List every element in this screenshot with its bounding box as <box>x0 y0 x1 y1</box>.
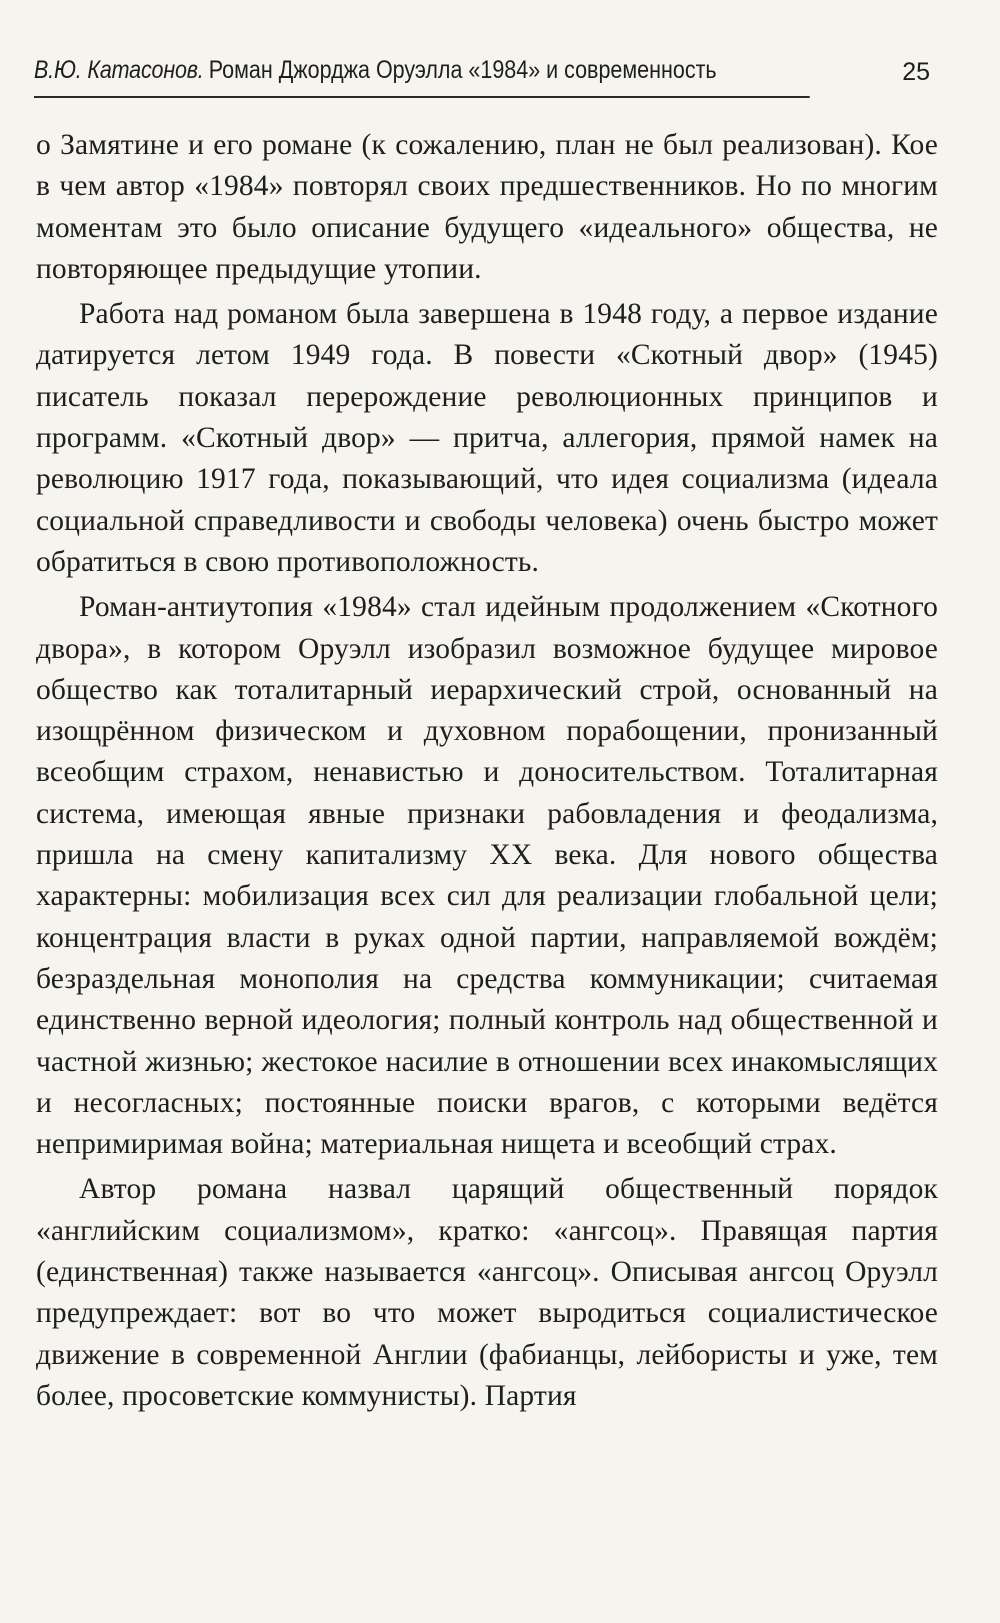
body-text <box>36 125 938 1417</box>
paragraph-3: Роман-антиутопия «1984» стал идейным продолжением «Скотного двора», в котором Оруэлл изобразил возможное будущее мировое общество как тоталитарный иерархический строй, основанный на изощрённом физическом и духовном порабощении, пронизанный всеобщим страхом, ненавистью и доносительством. Тоталитарная система, имеющая явные признаки рабовладения и феодализма, пришла на смену капитализму XX века. Для нового общества характерны: мобилизация всех сил для реализации глобальной цели; концентрация власти в руках одной партии, направляемой вождём; безраздельная монополия на средства коммуникации; считаемая единственно верной идеология; полный контроль над общественной и частной жизнью; жестокое насилие в отношении всех инакомыслящих и несогласных; постоянные поиски врагов, с которыми ведётся непримиримая война; материальная нищета и всеобщий страх. <box>36 591 938 1161</box>
paragraph-1: о Замятине и его романе (к сожалению, план не был реализован). Кое в чем автор «1984» повторял своих предшественников. Но по многим моментам это было описание будущего «идеального» общества, не повторяющее предыдущие утопии. <box>36 129 938 285</box>
running-head-author: В.Ю. Катасонов. <box>34 56 204 84</box>
running-head <box>34 56 810 98</box>
paragraph-2: Работа над романом была завершена в 1948 году, а первое издание датируется летом 1949 года. В повести «Скотный двор» (1945) писатель показал перерождение революционных принципов и программ. «Скотный двор» — притча, аллегория, прямой намек на революцию 1917 года, показывающий, что идея социализма (идеала социальной справедливости и свободы человека) очень быстро может обратиться в свою противоположность. <box>36 298 938 578</box>
running-head-title: Роман Джорджа Оруэлла «1984» и современность <box>208 56 717 84</box>
page-number: 25 <box>902 58 930 86</box>
paragraph-4: Автор романа назвал царящий общественный порядок «английским социализмом», кратко: «ангсоц». Правящая партия (единственная) также называется «ангсоц». Описывая ангсоц Оруэлл предупреждает: вот во что может выродиться социалистическое движение в современной Англии (фабианцы, лейбористы и уже, тем более, просоветские коммунисты). Партия <box>36 1173 938 1412</box>
